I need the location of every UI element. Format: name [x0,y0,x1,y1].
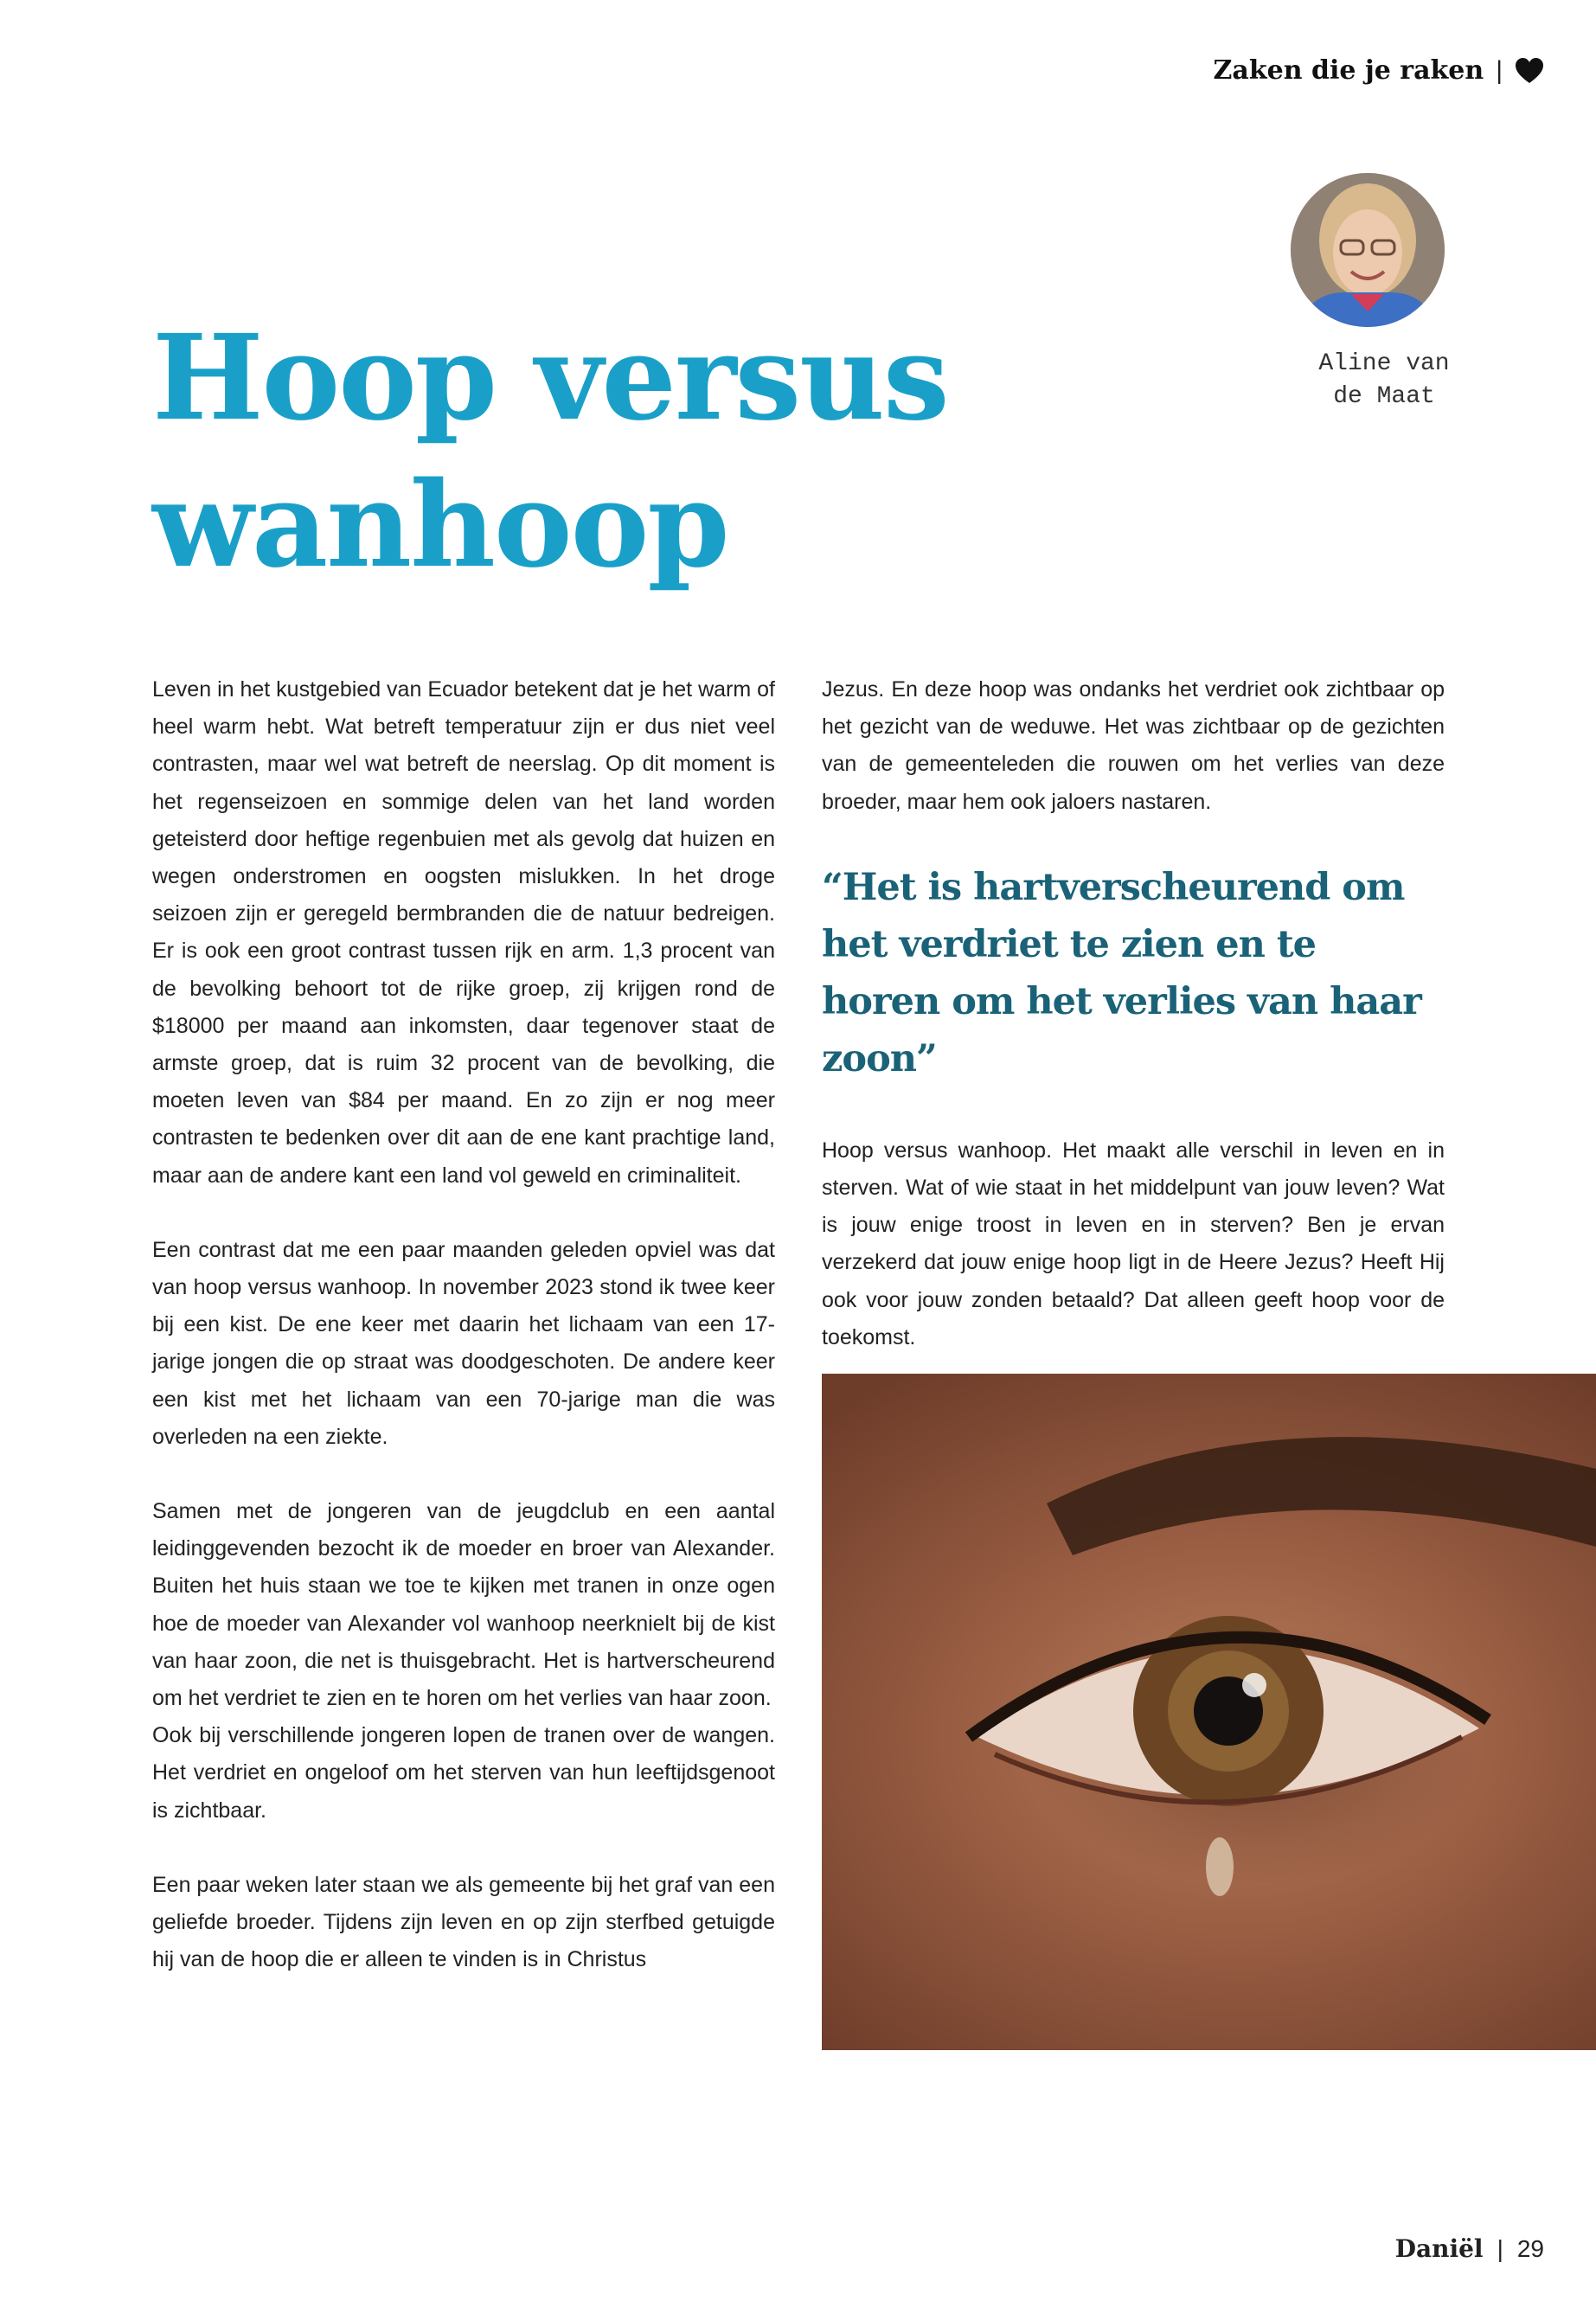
author-portrait [1291,173,1445,327]
separator: | [1497,2234,1503,2262]
paragraph: Een contrast dat me een paar maanden geleden opviel was dat van hoop versus wanhoop. In november 2023 stond ik twee keer bij een kist. De ene keer met daarin het lichaam van een 17-jarige jongen die op straat was doodgeschoten. De andere keer een kist met het lichaam van een 70-jarige man die was overleden na een ziekte. [152,1237,775,1449]
page-footer [1395,2234,1544,2263]
paragraph: Een paar weken later staan we als gemeente bij het graf van een geliefde broeder. Tijdens zijn leven en op zijn sterfbed getuigde hij van de hoop die er alleen te vinden is in Christus [152,1872,775,1972]
article-title: Hoop versus wanhoop [152,309,948,594]
paragraph: Ook bij verschillende jongeren lopen de tranen over de wangen. Het verdriet en ongeloof om het sterven van hun leeftijdsgenoot is zichtbaar. [152,1723,775,1823]
author-avatar [1291,173,1445,327]
eye-illustration [822,1374,1596,2050]
separator: | [1496,55,1503,85]
pull-quote: “Het is hartverscheurend om het verdriet te zien en te horen om het verlies van haar zoon” [822,865,1421,1080]
magazine-name: Daniël [1394,2234,1484,2263]
author-name: Aline van de Maat [1318,350,1450,410]
right-column [822,671,1445,1356]
paragraph: Samen met de jongeren van de jeugdclub en een aantal leidinggevenden bezocht ik de moeder en broer van Alexander. Buiten het huis staan we toe te kijken met tranen in onze ogen hoe de moeder van Alexander vol wanhoop neerknielt bij de kist van haar zoon, die net is thuisgebracht. Het is hartverscheurend om het verdriet te zien en te horen om het verlies van haar zoon. [152,1499,775,1711]
running-head [1214,55,1544,86]
left-column [152,671,775,1979]
paragraph: Hoop versus wanhoop. Het maakt alle verschil in leven en in sterven. Wat of wie staat in het middelpunt van jouw leven? Wat is jouw enige troost in leven en in sterven? Ben je ervan verzekerd dat jouw enige hoop ligt in de Heere Jezus? Heeft Hij ook voor jouw zonden betaald? Dat alleen geeft hoop voor de toekomst. [822,1138,1445,1349]
section-label: Zaken die je raken [1213,55,1484,86]
heart-icon [1515,57,1544,85]
paragraph: Leven in het kustgebied van Ecuador betekent dat je het warm of heel warm hebt. Wat betreft temperatuur zijn er dus niet veel contrasten, maar wel wat betreft de neerslag. Op dit moment is het regenseizoen en sommige delen van het land worden geteisterd door heftige regenbuien met als gevolg dat huizen en wegen onderstromen en oogsten mislukken. In het droge seizoen zijn er geregeld bermbranden die de natuur bedreigen. Er is ook een groot contrast tussen rijk en arm. 1,3 procent van de bevolking behoort tot de rijke groep, zij krijgen rond de $18000 per maand aan inkomsten, daar tegenover staat de armste groep, dat is ruim 32 procent van de bevolking, die moeten leven van $84 per maand. En zo zijn er nog meer contrasten te bedenken over dit aan de ene kant prachtige land, maar aan de andere kant een land vol geweld en criminaliteit. [152,677,775,1188]
paragraph: Jezus. En deze hoop was ondanks het verdriet ook zichtbaar op het gezicht van de weduwe. Het was zichtbaar op de gezichten van de gemeenteleden die rouwen om het verlies van deze broeder, maar hem ook jaloers nastaren. [822,677,1445,814]
page-number: 29 [1516,2234,1544,2262]
eye-photo [822,1374,1596,2050]
